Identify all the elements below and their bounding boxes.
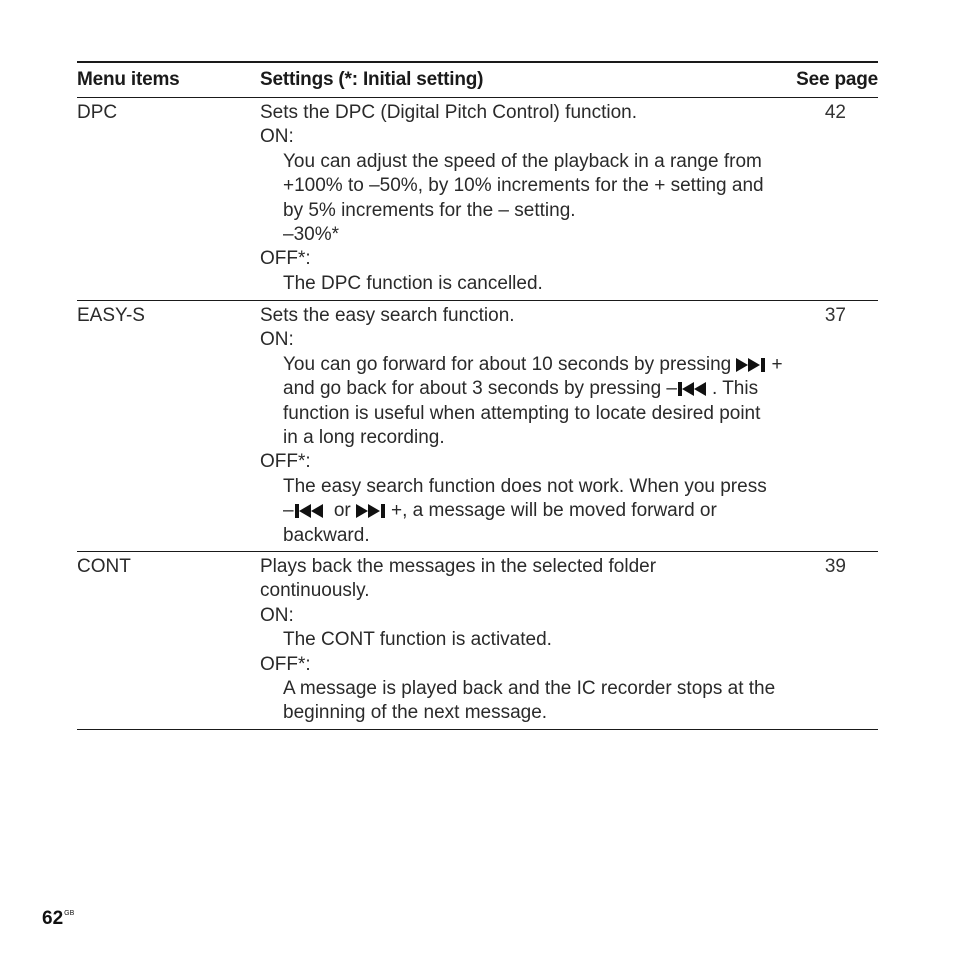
setting-lead: Plays back the messages in the selected folder [260,556,657,577]
next-track-icon [356,503,391,519]
see-page-number: 42 [824,102,846,123]
option-off-text: The easy search function does not work. When you press [283,475,767,497]
table-row-easy-s [77,301,878,552]
option-off-text: The DPC function is cancelled. [283,272,543,294]
header-settings: Settings (*: Initial setting) [260,69,484,90]
option-off-label: OFF*: [260,653,311,675]
text-fragment: and go back for about 3 seconds by pressing – [283,378,677,400]
header-see-page: See page [796,69,878,90]
page-number-suffix: GB [64,910,75,917]
previous-track-icon [294,503,329,519]
text-fragment: . This [711,378,759,400]
setting-lead: Sets the easy search function. [260,305,515,326]
table-row-dpc [77,98,878,301]
next-track-icon [736,357,771,373]
header-menu-items: Menu items [77,69,180,90]
option-on-default: –30%* [283,224,339,246]
see-page-number: 37 [824,305,846,326]
see-page-number: 39 [824,556,846,577]
setting-lead: continuously. [260,580,370,602]
option-on-text: function is useful when attempting to locate desired point [283,402,761,424]
setting-description [260,555,775,726]
setting-lead: Sets the DPC (Digital Pitch Control) function. [260,102,637,123]
option-on-text: in a long recording. [283,427,445,449]
option-on-text: by 5% increments for the – setting. [283,199,576,221]
option-on-text: You can adjust the speed of the playback in a range from [283,150,762,172]
menu-item-name: EASY-S [77,305,145,326]
menu-item-name: DPC [77,102,118,123]
option-on-text [260,377,783,401]
text-fragment: – [283,500,294,522]
option-off-label: OFF*: [260,248,311,270]
previous-track-icon [677,381,712,397]
text-fragment: + [771,353,783,375]
option-on-text: The CONT function is activated. [283,629,552,651]
option-off-text: beginning of the next message. [283,702,548,724]
option-off-text [260,499,783,523]
settings-table [77,61,878,730]
option-off-text: backward. [283,524,370,546]
option-off-text: A message is played back and the IC recorder stops at the [283,678,776,700]
page-number-value: 62 [42,908,64,929]
page-number [42,908,74,930]
text-fragment: or [328,500,357,522]
table-header [77,63,878,98]
option-on-label: ON: [260,126,294,148]
menu-item-name: CONT [77,556,131,577]
text-fragment: +, a message will be moved forward or [391,500,717,522]
option-off-label: OFF*: [260,451,311,473]
option-on-text [260,353,783,377]
text-fragment: You can go forward for about 10 seconds by pressing [283,353,737,375]
option-on-label: ON: [260,329,294,351]
option-on-label: ON: [260,604,294,626]
table-row-cont [77,552,878,730]
option-on-text: +100% to –50%, by 10% increments for the + setting and [283,175,764,197]
setting-description [260,101,764,296]
setting-description [260,304,783,548]
